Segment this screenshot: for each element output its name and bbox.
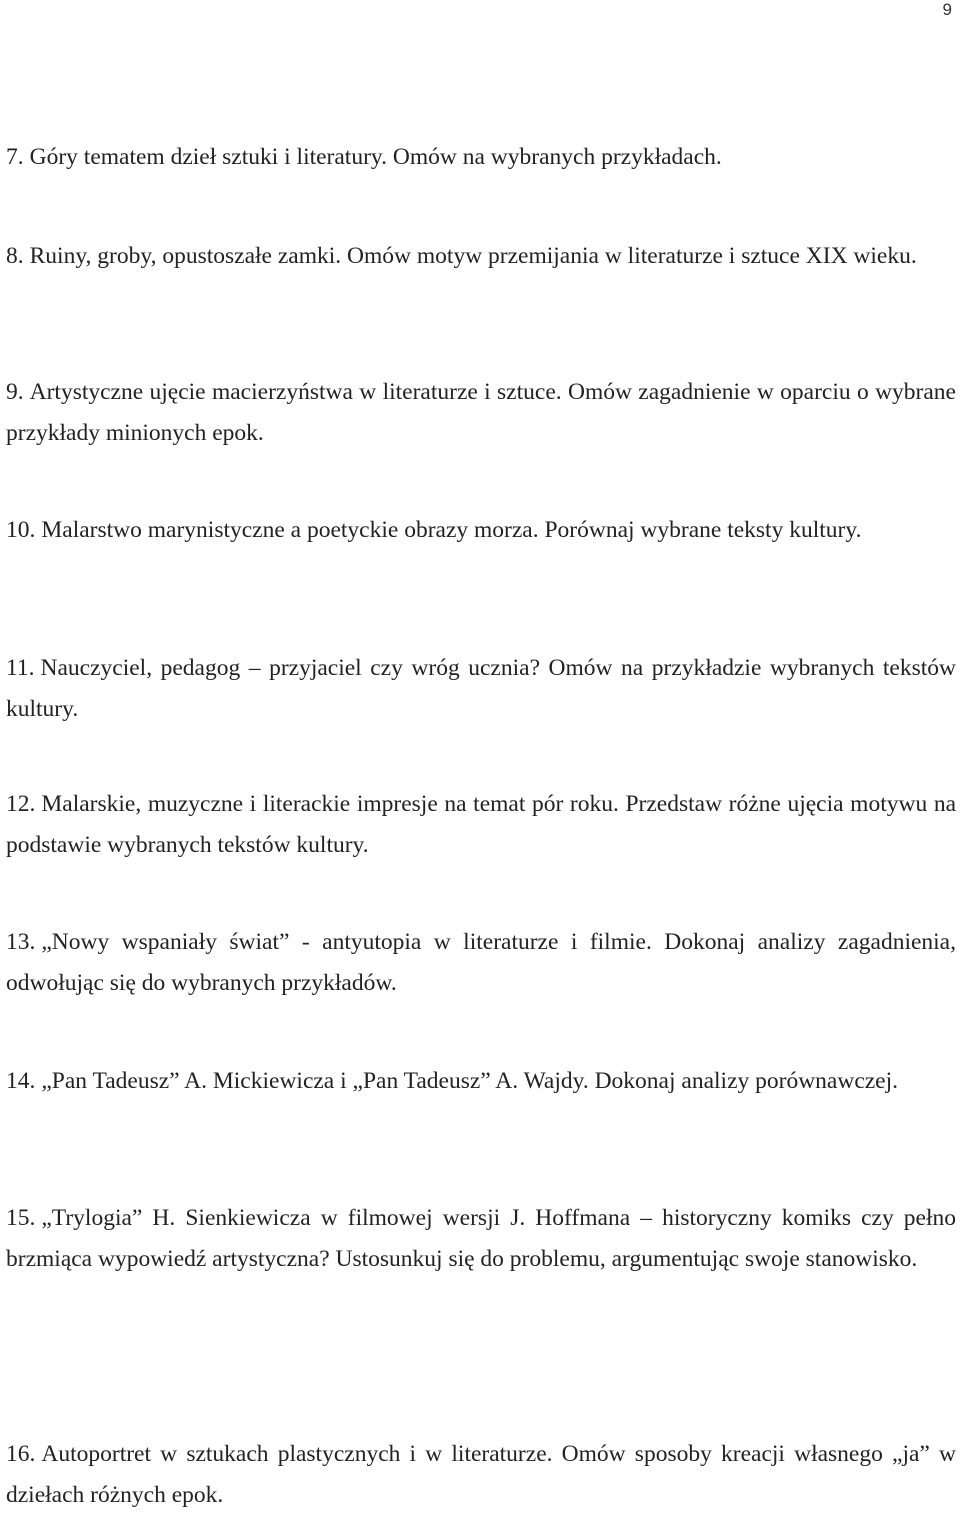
topic-item-15	[6, 1198, 956, 1280]
topic-text: „Trylogia” H. Sienkiewicza w filmowej wersji J. Hoffmana – historyczny komiks czy pełno brzmiąca wypowiedź artystyczna? Ustosunkuj się do problemu, argumentując swoje stanowisko.	[6, 1205, 956, 1272]
topic-number: 13.	[6, 929, 36, 955]
topic-number: 7.	[6, 144, 24, 170]
topic-number: 12.	[6, 791, 36, 817]
topic-number: 11.	[6, 655, 35, 681]
topic-text: Malarskie, muzyczne i literackie impresje na temat pór roku. Przedstaw różne ujęcia motywu na podstawie wybranych tekstów kultury.	[6, 791, 956, 858]
topic-item-16	[6, 1434, 956, 1516]
topic-text: „Pan Tadeusz” A. Mickiewicza i „Pan Tadeusz” A. Wajdy. Dokonaj analizy porównawczej.	[41, 1068, 899, 1094]
topic-item-13	[6, 922, 956, 1004]
topic-number: 15.	[6, 1205, 36, 1231]
topic-text: Artystyczne ujęcie macierzyństwa w literaturze i sztuce. Omów zagadnienie w oparciu o wybrane przykłady minionych epok.	[6, 379, 956, 446]
topic-text: Malarstwo marynistyczne a poetyckie obrazy morza. Porównaj wybrane teksty kultury.	[41, 517, 862, 543]
topic-item-14	[6, 1061, 956, 1102]
topic-item-12	[6, 784, 956, 866]
topic-text: Ruiny, groby, opustoszałe zamki. Omów motyw przemijania w literaturze i sztuce XIX wieku.	[29, 243, 917, 269]
page-number: 9	[942, 0, 952, 19]
topic-item-7	[6, 137, 956, 178]
topic-item-8	[6, 236, 956, 277]
topic-item-9	[6, 372, 956, 454]
topic-item-10	[6, 510, 956, 551]
topic-item-11	[6, 648, 956, 730]
topic-text: „Nowy wspaniały świat” - antyutopia w literaturze i filmie. Dokonaj analizy zagadnienia, odwołując się do wybranych przykładów.	[6, 929, 956, 996]
topic-number: 14.	[6, 1068, 36, 1094]
topic-text: Góry tematem dzieł sztuki i literatury. Omów na wybranych przykładach.	[29, 144, 722, 170]
topic-text: Autoportret w sztukach plastycznych i w literaturze. Omów sposoby kreacji własnego „ja” w dziełach różnych epok.	[6, 1441, 956, 1508]
topic-number: 10.	[6, 517, 36, 543]
topic-number: 8.	[6, 243, 24, 269]
topic-number: 9.	[6, 379, 24, 405]
topic-text: Nauczyciel, pedagog – przyjaciel czy wróg ucznia? Omów na przykładzie wybranych tekstów kultury.	[6, 655, 956, 722]
topic-number: 16.	[6, 1441, 36, 1467]
